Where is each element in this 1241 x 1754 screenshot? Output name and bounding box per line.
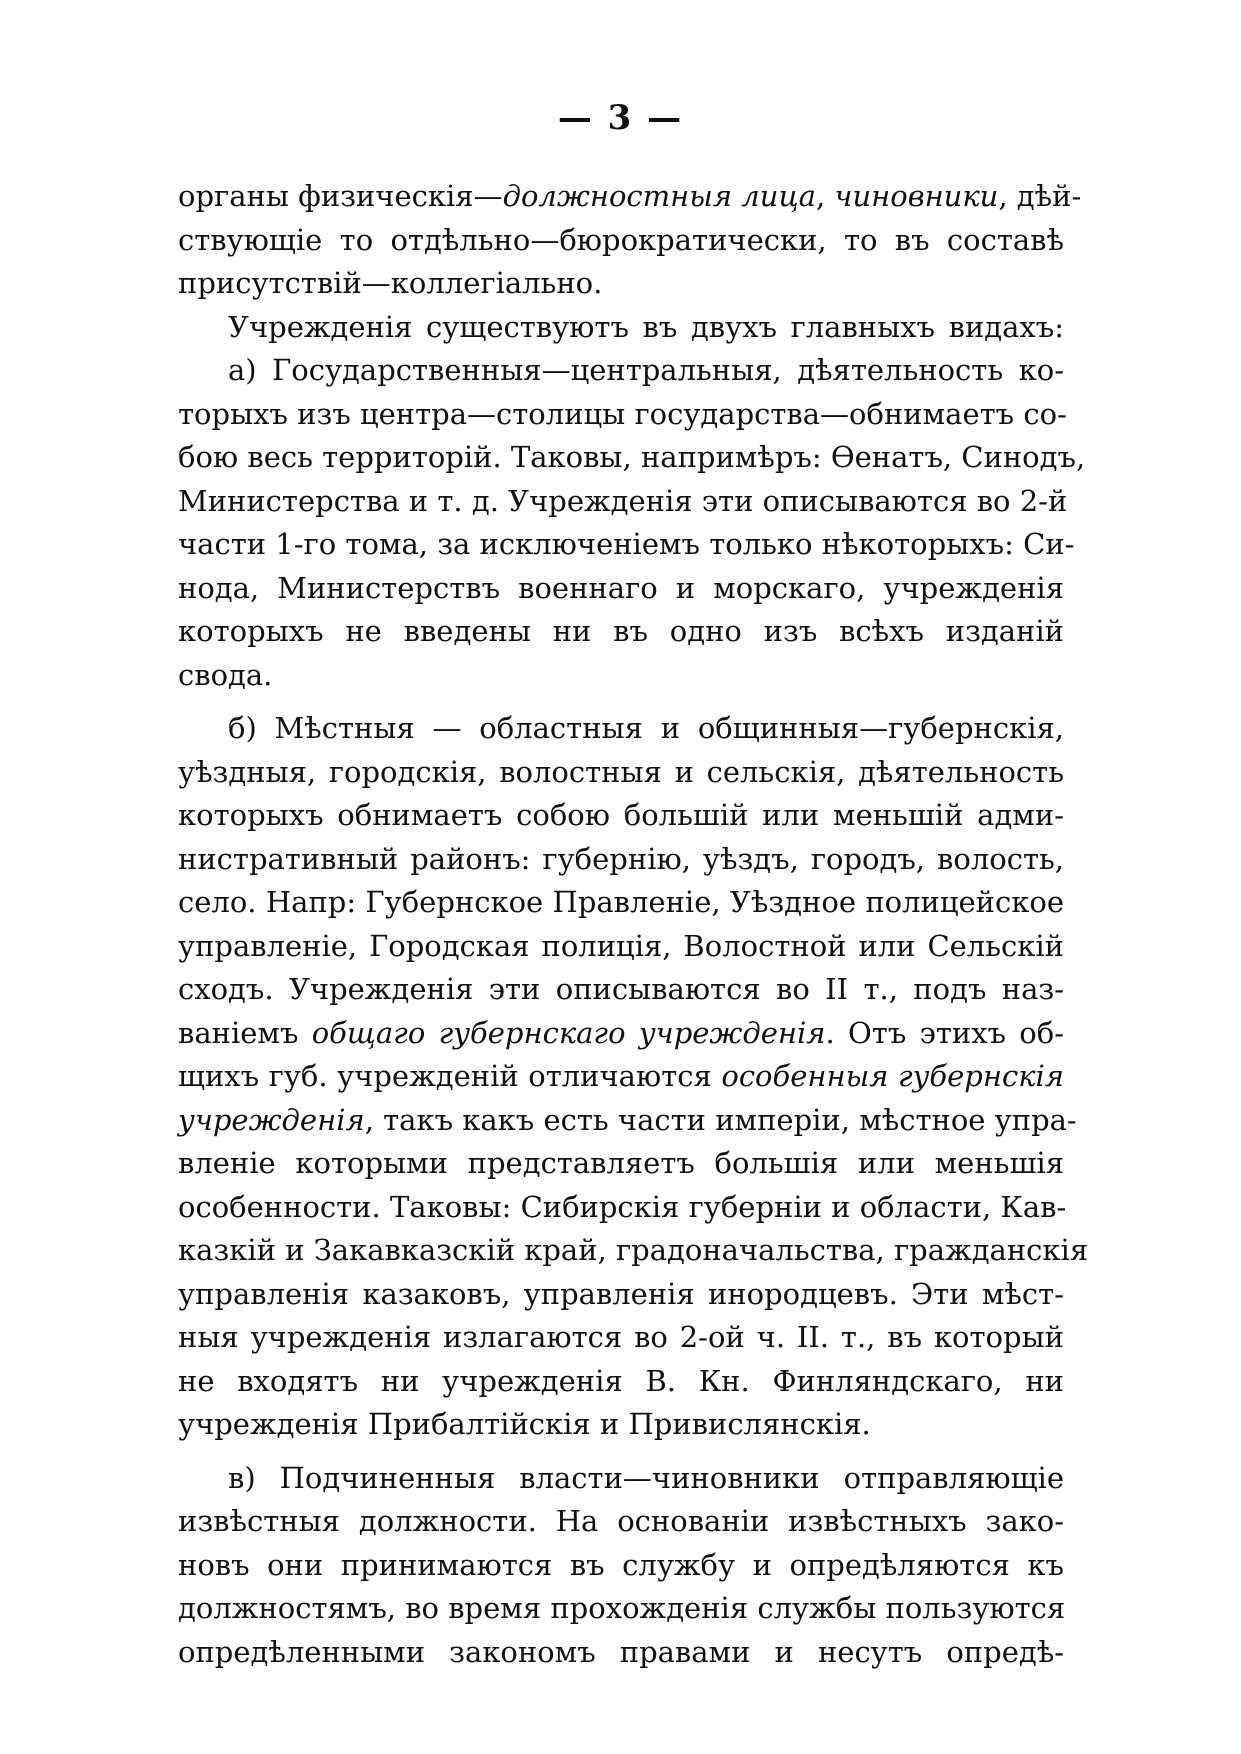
text-line: щихъ губ. учрежденій отличаются особенныя губернскія [178, 1059, 1064, 1093]
text-line: а) Государственныя—центральныя, дѣятельность ко- [228, 353, 1064, 387]
text-line: ствующіе то отдѣльно—бюрократически, то въ составѣ [178, 222, 1064, 257]
text-line: органы физическія—должностныя лица, чиновники, дѣй- [178, 179, 1082, 213]
text-line: которыхъ обнимаетъ собою большій или меньшій адми- [178, 798, 1064, 832]
text-line: Министерства и т. д. Учрежденія эти описываются во 2-й [178, 483, 1068, 518]
text-line: в) Подчиненныя власти—чиновники отправляющіе [228, 1460, 1064, 1495]
text-line: части 1-го тома, за исключеніемъ только нѣкоторыхъ: Си- [178, 527, 1075, 561]
text-line: свода. [178, 657, 273, 692]
text-line: особенности. Таковы: Сибирскія губерніи и области, Кав- [178, 1189, 1067, 1224]
text-line: управленіе, Городская полиція, Волостной или Сельскій [178, 928, 1064, 963]
text-line: нода, Министерствъ военнаго и морскаго, учрежденія [178, 570, 1064, 605]
text-line: село. Напр: Губернское Правленіе, Уѣздное полицейское [178, 885, 1064, 919]
text-line: б) Мѣстныя — областныя и общинныя—губернскія, [228, 711, 1064, 745]
text-line: ваніемъ общаго губернскаго учрежденія. Отъ этихъ об- [178, 1015, 1065, 1050]
text-line: ныя учрежденія излагаются во 2-ой ч. II. т., въ который [178, 1320, 1064, 1354]
text-line: опредѣленными закономъ правами и несутъ опредѣ- [178, 1634, 1064, 1669]
text-line: сходъ. Учрежденія эти описываются во II т., подъ наз- [178, 972, 1064, 1006]
text-line: учрежденія, такъ какъ есть части имперіи, мѣстное упра- [178, 1102, 1077, 1137]
text-line: вленіе которыми представляетъ большія или меньшія [178, 1146, 1064, 1180]
page-number: — 3 — [557, 98, 684, 138]
text-line: казкій и Закавказскій край, градоначальства, гражданскія [178, 1233, 1089, 1267]
paragraph [178, 707, 1089, 1447]
text-line: бою весь территорій. Таковы, напримѣръ: Ѳенатъ, Синодъ, [178, 440, 1086, 474]
text-line: новъ они принимаются въ службу и опредѣляются къ [178, 1547, 1064, 1582]
text-line: извѣстныя должности. На основаніи извѣстныхъ зако- [178, 1504, 1064, 1538]
text-line: которыхъ не введены ни въ одно изъ всѣхъ изданій [178, 614, 1064, 648]
text-line: Учрежденія существуютъ въ двухъ главныхъ видахъ: [228, 309, 1064, 344]
text-line: торыхъ изъ центра—столицы государства—обнимаетъ со- [178, 396, 1067, 431]
text-line: управленія казаковъ, управленія инородцевъ. Эти мѣст- [178, 1276, 1064, 1311]
paragraph [178, 175, 1082, 306]
text-line: уѣздныя, городскія, волостныя и сельскія, дѣятельность [178, 754, 1064, 789]
body-text [178, 175, 1089, 1674]
text-line: не входятъ ни учрежденія В. Кн. Финляндскаго, ни [178, 1363, 1064, 1398]
text-line: учрежденія Прибалтійскія и Привислянскія. [178, 1407, 871, 1441]
text-line: присутствій—коллегіально. [178, 266, 603, 300]
text-line: нистративный районъ: губернію, уѣздъ, городъ, волость, [178, 841, 1064, 876]
paragraph [178, 1457, 1064, 1675]
paragraph [178, 306, 1086, 698]
text-line: должностямъ, во время прохожденія службы пользуются [178, 1591, 1066, 1625]
